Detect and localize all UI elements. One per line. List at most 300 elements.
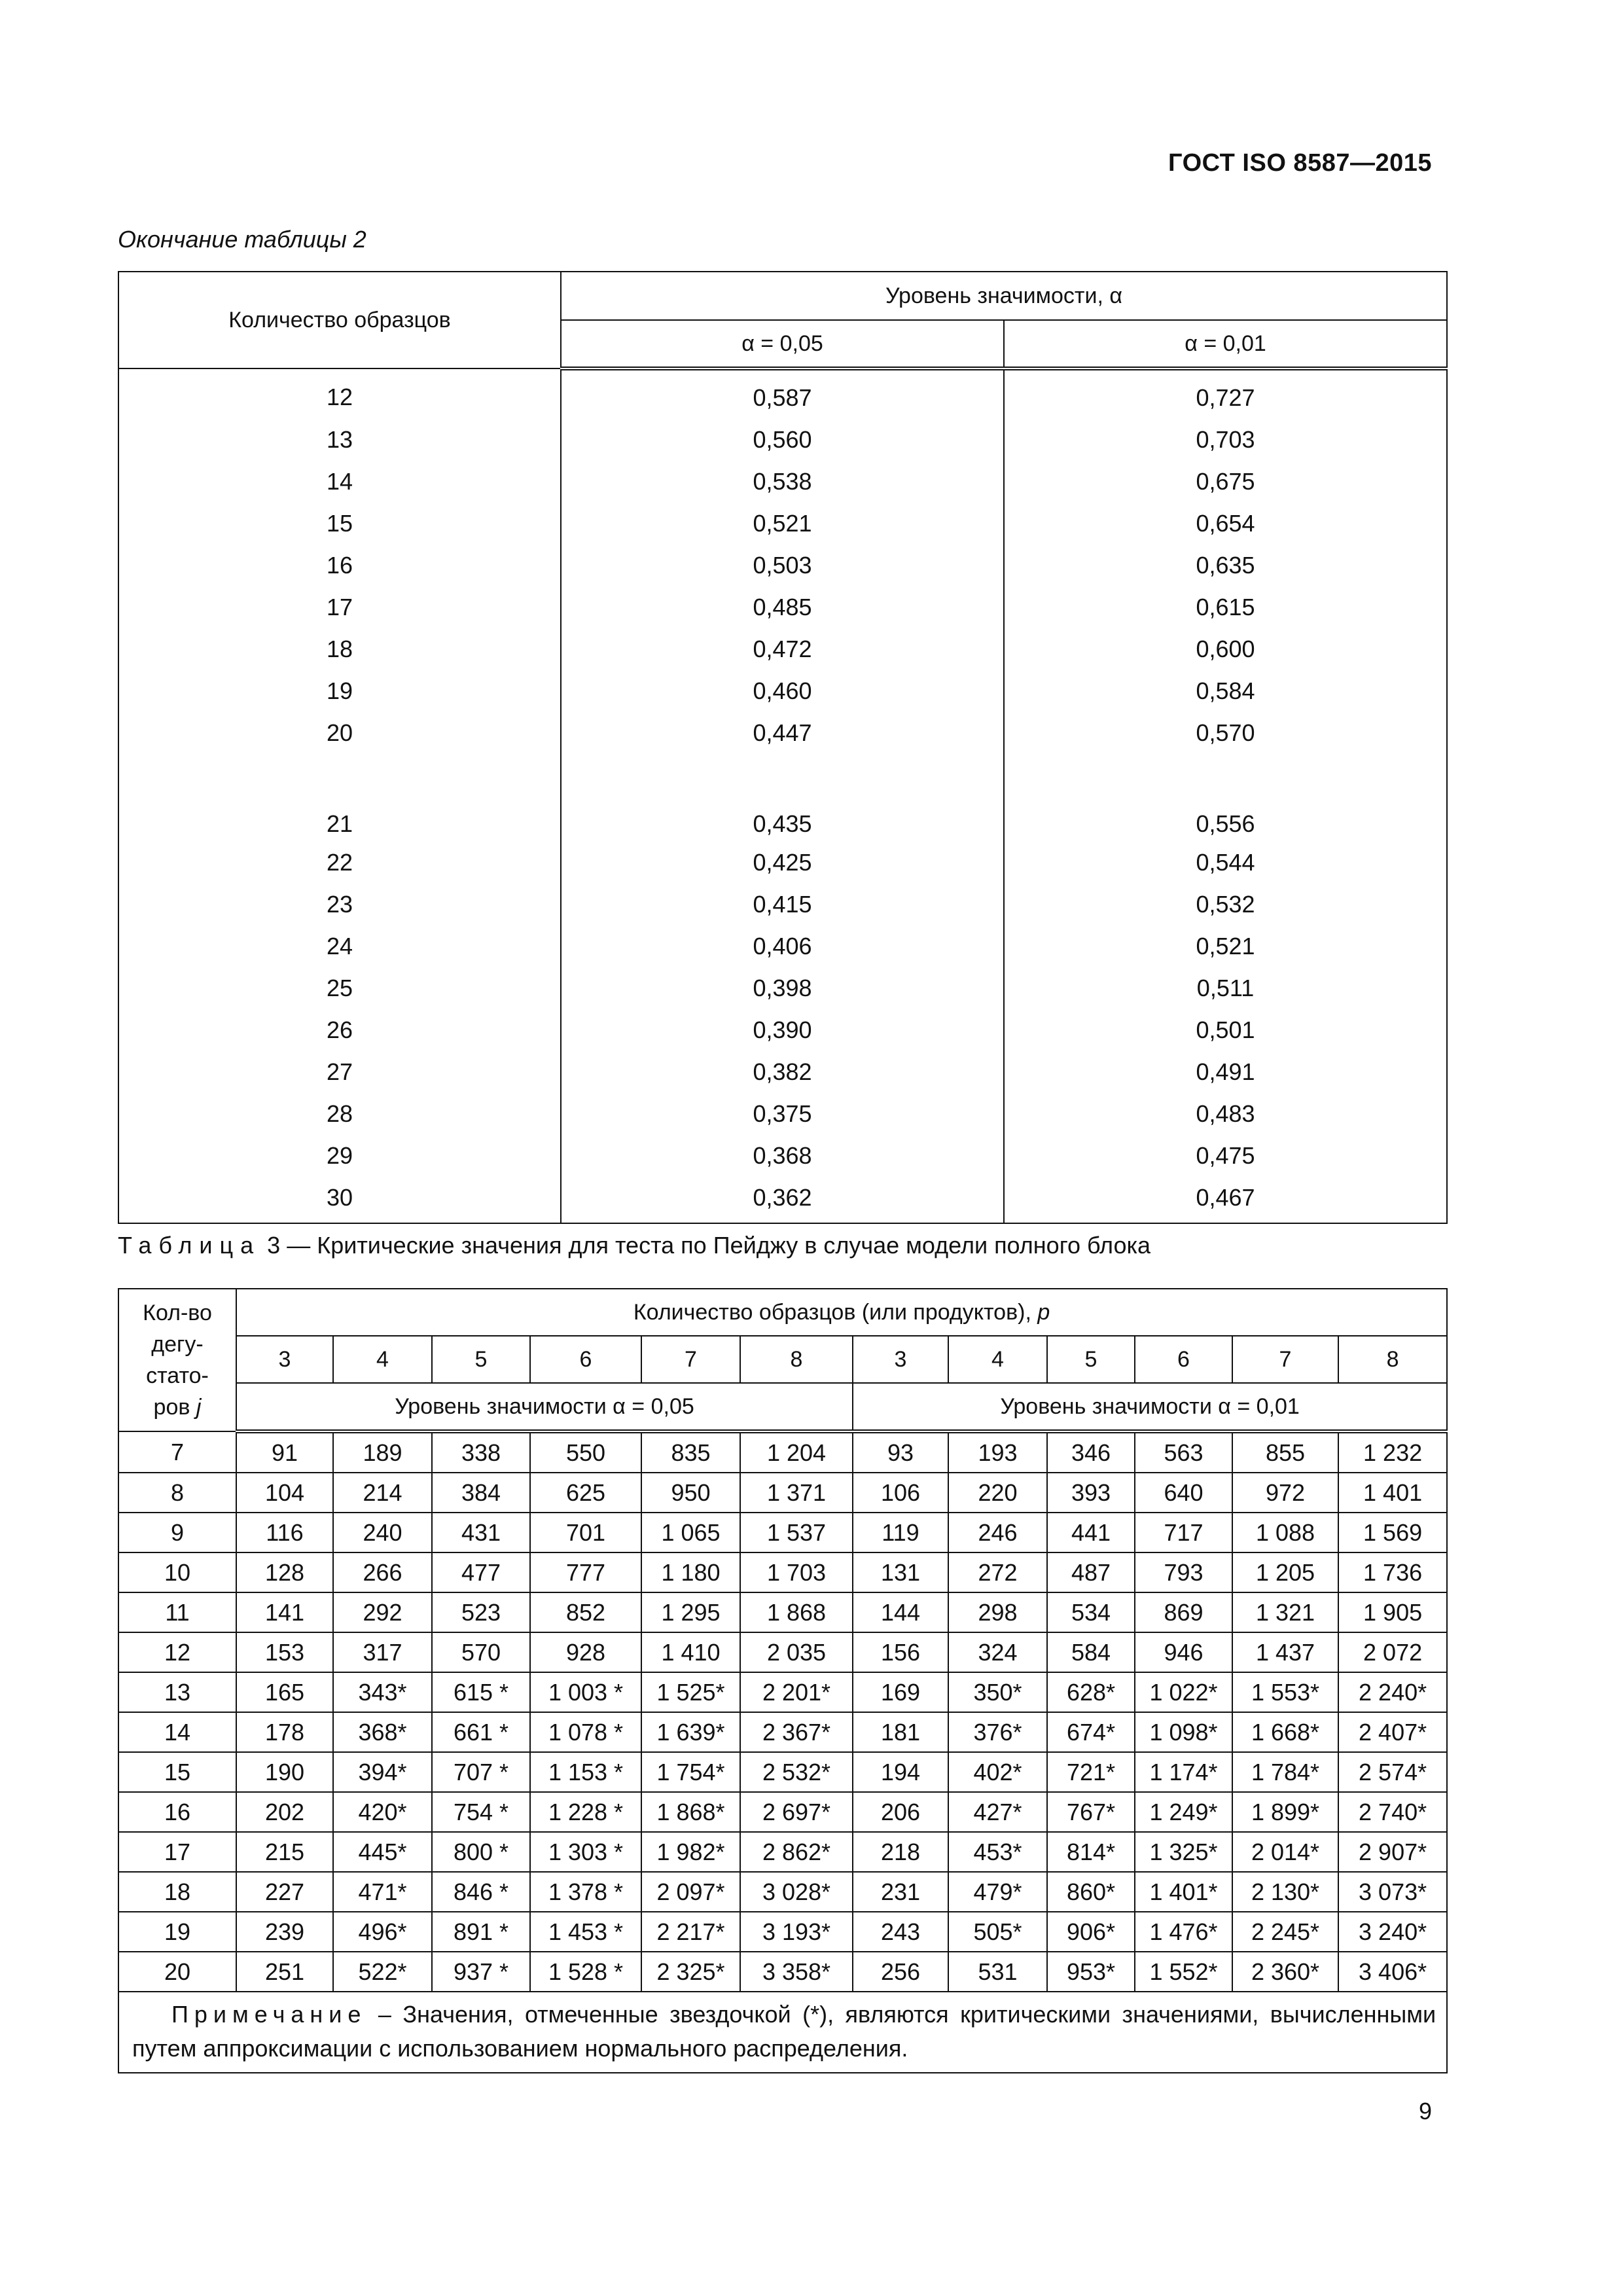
critical-value-cell: 298 bbox=[948, 1592, 1047, 1632]
sample-count-cell: 16 bbox=[118, 545, 561, 586]
p-value-header: 7 bbox=[641, 1336, 740, 1383]
critical-value-cell: 346 bbox=[1047, 1431, 1135, 1473]
table-row bbox=[118, 1792, 1447, 1832]
critical-value-cell: 206 bbox=[853, 1792, 948, 1832]
critical-value-cell: 570 bbox=[432, 1632, 530, 1672]
critical-value-cell: 0,485 bbox=[561, 586, 1004, 628]
tasters-count-cell: 8 bbox=[118, 1473, 236, 1513]
critical-value-cell: 272 bbox=[948, 1552, 1047, 1592]
critical-value-cell: 3 193* bbox=[740, 1912, 853, 1952]
critical-value-cell: 1 668* bbox=[1232, 1712, 1338, 1752]
critical-value-cell: 376* bbox=[948, 1712, 1047, 1752]
critical-value-cell: 1 022* bbox=[1135, 1672, 1232, 1712]
critical-value-cell: 256 bbox=[853, 1952, 948, 1992]
sample-count-cell: 19 bbox=[118, 670, 561, 712]
critical-value-cell: 701 bbox=[530, 1513, 641, 1552]
critical-value-cell: 505* bbox=[948, 1912, 1047, 1952]
critical-value-cell: 628* bbox=[1047, 1672, 1135, 1712]
critical-value-cell: 3 028* bbox=[740, 1872, 853, 1912]
p-value-header: 8 bbox=[1338, 1336, 1447, 1383]
critical-value-cell: 0,501 bbox=[1004, 1009, 1447, 1051]
critical-value-cell: 3 073* bbox=[1338, 1872, 1447, 1912]
critical-value-cell: 202 bbox=[236, 1792, 333, 1832]
critical-value-cell: 1 537 bbox=[740, 1513, 853, 1552]
sample-count-cell: 22 bbox=[118, 842, 561, 884]
critical-value-cell: 0,675 bbox=[1004, 461, 1447, 503]
tasters-count-cell: 7 bbox=[118, 1431, 236, 1473]
critical-value-cell: 661 * bbox=[432, 1712, 530, 1752]
table-row bbox=[118, 1712, 1447, 1752]
critical-value-cell: 1 401 bbox=[1338, 1473, 1447, 1513]
critical-value-cell: 384 bbox=[432, 1473, 530, 1513]
critical-value-cell: 0,415 bbox=[561, 884, 1004, 925]
critical-value-cell: 852 bbox=[530, 1592, 641, 1632]
critical-value-cell: 420* bbox=[333, 1792, 432, 1832]
critical-value-cell: 193 bbox=[948, 1431, 1047, 1473]
table-row bbox=[118, 1552, 1447, 1592]
critical-value-cell: 1 899* bbox=[1232, 1792, 1338, 1832]
critical-value-cell: 0,556 bbox=[1004, 754, 1447, 842]
critical-value-cell: 1 378 * bbox=[530, 1872, 641, 1912]
critical-value-cell: 953* bbox=[1047, 1952, 1135, 1992]
tasters-count-cell: 18 bbox=[118, 1872, 236, 1912]
critical-value-cell: 1 905 bbox=[1338, 1592, 1447, 1632]
critical-value-cell: 479* bbox=[948, 1872, 1047, 1912]
critical-value-cell: 1 078 * bbox=[530, 1712, 641, 1752]
critical-value-cell: 0,703 bbox=[1004, 419, 1447, 461]
table3-body bbox=[118, 1431, 1447, 1992]
critical-value-cell: 0,521 bbox=[561, 503, 1004, 545]
critical-value-cell: 1 003 * bbox=[530, 1672, 641, 1712]
table2-level-header: Уровень значимости, α bbox=[561, 272, 1447, 320]
table-row bbox=[118, 1431, 1447, 1473]
tasters-count-cell: 16 bbox=[118, 1792, 236, 1832]
critical-value-cell: 106 bbox=[853, 1473, 948, 1513]
table3-caption-label: Таблица bbox=[118, 1232, 261, 1259]
table-row bbox=[118, 1672, 1447, 1712]
critical-value-cell: 496* bbox=[333, 1912, 432, 1952]
critical-value-cell: 116 bbox=[236, 1513, 333, 1552]
sample-count-cell: 26 bbox=[118, 1009, 561, 1051]
critical-value-cell: 1 703 bbox=[740, 1552, 853, 1592]
sample-count-cell: 20 bbox=[118, 712, 561, 754]
critical-value-cell: 0,600 bbox=[1004, 628, 1447, 670]
critical-value-cell: 2 035 bbox=[740, 1632, 853, 1672]
critical-value-cell: 2 862* bbox=[740, 1832, 853, 1872]
critical-value-cell: 1 453 * bbox=[530, 1912, 641, 1952]
critical-value-cell: 0,447 bbox=[561, 712, 1004, 754]
page-number: 9 bbox=[1418, 2098, 1432, 2125]
critical-value-cell: 0,511 bbox=[1004, 967, 1447, 1009]
table-row bbox=[118, 1177, 1447, 1223]
critical-value-cell: 1 065 bbox=[641, 1513, 740, 1552]
critical-value-cell: 584 bbox=[1047, 1632, 1135, 1672]
critical-value-cell: 402* bbox=[948, 1752, 1047, 1792]
sample-count-cell: 28 bbox=[118, 1093, 561, 1135]
critical-value-cell: 563 bbox=[1135, 1431, 1232, 1473]
critical-value-cell: 1 569 bbox=[1338, 1513, 1447, 1552]
critical-value-cell: 814* bbox=[1047, 1832, 1135, 1872]
critical-value-cell: 1 401* bbox=[1135, 1872, 1232, 1912]
critical-value-cell: 1 371 bbox=[740, 1473, 853, 1513]
critical-value-cell: 119 bbox=[853, 1513, 948, 1552]
critical-value-cell: 1 639* bbox=[641, 1712, 740, 1752]
critical-value-cell: 178 bbox=[236, 1712, 333, 1752]
critical-value-cell: 0,375 bbox=[561, 1093, 1004, 1135]
critical-value-cell: 550 bbox=[530, 1431, 641, 1473]
tasters-header-line1: Кол-во bbox=[143, 1300, 212, 1325]
p-value-header: 5 bbox=[432, 1336, 530, 1383]
sample-count-cell: 14 bbox=[118, 461, 561, 503]
table-row bbox=[118, 1832, 1447, 1872]
critical-value-cell: 674* bbox=[1047, 1712, 1135, 1752]
table-row bbox=[118, 712, 1447, 754]
table-row bbox=[118, 1752, 1447, 1792]
critical-value-cell: 1 249* bbox=[1135, 1792, 1232, 1832]
critical-value-cell: 190 bbox=[236, 1752, 333, 1792]
critical-value-cell: 1 205 bbox=[1232, 1552, 1338, 1592]
table-row bbox=[118, 925, 1447, 967]
table-row bbox=[118, 1473, 1447, 1513]
critical-value-cell: 928 bbox=[530, 1632, 641, 1672]
tasters-count-cell: 15 bbox=[118, 1752, 236, 1792]
critical-value-cell: 0,570 bbox=[1004, 712, 1447, 754]
table-row bbox=[118, 503, 1447, 545]
table-row bbox=[118, 842, 1447, 884]
critical-value-cell: 3 240* bbox=[1338, 1912, 1447, 1952]
critical-value-cell: 0,532 bbox=[1004, 884, 1447, 925]
table-row bbox=[118, 1093, 1447, 1135]
critical-value-cell: 165 bbox=[236, 1672, 333, 1712]
critical-value-cell: 0,521 bbox=[1004, 925, 1447, 967]
critical-value-cell: 891 * bbox=[432, 1912, 530, 1952]
critical-value-cell: 131 bbox=[853, 1552, 948, 1592]
critical-value-cell: 1 528 * bbox=[530, 1952, 641, 1992]
critical-value-cell: 950 bbox=[641, 1473, 740, 1513]
critical-value-cell: 227 bbox=[236, 1872, 333, 1912]
critical-value-cell: 427* bbox=[948, 1792, 1047, 1832]
table3-level005-header: Уровень значимости α = 0,05 bbox=[236, 1383, 853, 1431]
critical-value-cell: 1 204 bbox=[740, 1431, 853, 1473]
tasters-count-cell: 12 bbox=[118, 1632, 236, 1672]
critical-value-cell: 2 574* bbox=[1338, 1752, 1447, 1792]
critical-value-cell: 144 bbox=[853, 1592, 948, 1632]
tasters-count-cell: 11 bbox=[118, 1592, 236, 1632]
table2-count-header: Количество образцов bbox=[118, 272, 561, 368]
critical-value-cell: 431 bbox=[432, 1513, 530, 1552]
table-row bbox=[118, 1632, 1447, 1672]
table3-note bbox=[118, 1992, 1447, 2073]
critical-value-cell: 1 232 bbox=[1338, 1431, 1447, 1473]
critical-value-cell: 1 437 bbox=[1232, 1632, 1338, 1672]
critical-value-cell: 531 bbox=[948, 1952, 1047, 1992]
critical-value-cell: 343* bbox=[333, 1672, 432, 1712]
critical-value-cell: 2 907* bbox=[1338, 1832, 1447, 1872]
sample-count-cell: 24 bbox=[118, 925, 561, 967]
critical-value-cell: 156 bbox=[853, 1632, 948, 1672]
critical-value-cell: 141 bbox=[236, 1592, 333, 1632]
tasters-header-line2: дегу- bbox=[151, 1332, 204, 1357]
critical-value-cell: 0,368 bbox=[561, 1135, 1004, 1177]
table-row bbox=[118, 1872, 1447, 1912]
critical-value-cell: 91 bbox=[236, 1431, 333, 1473]
sample-count-cell: 25 bbox=[118, 967, 561, 1009]
table-row bbox=[118, 1592, 1447, 1632]
critical-value-cell: 3 406* bbox=[1338, 1952, 1447, 1992]
critical-value-cell: 615 * bbox=[432, 1672, 530, 1712]
critical-value-cell: 441 bbox=[1047, 1513, 1135, 1552]
critical-value-cell: 523 bbox=[432, 1592, 530, 1632]
critical-value-cell: 0,503 bbox=[561, 545, 1004, 586]
sample-count-cell: 29 bbox=[118, 1135, 561, 1177]
p-value-header: 3 bbox=[236, 1336, 333, 1383]
table2 bbox=[118, 271, 1448, 1224]
critical-value-cell: 800 * bbox=[432, 1832, 530, 1872]
critical-value-cell: 0,584 bbox=[1004, 670, 1447, 712]
table-row bbox=[118, 670, 1447, 712]
tasters-count-cell: 14 bbox=[118, 1712, 236, 1752]
table-row bbox=[118, 419, 1447, 461]
table2-alpha005-header: α = 0,05 bbox=[561, 320, 1004, 368]
table-row bbox=[118, 1135, 1447, 1177]
critical-value-cell: 220 bbox=[948, 1473, 1047, 1513]
tasters-count-cell: 17 bbox=[118, 1832, 236, 1872]
critical-value-cell: 218 bbox=[853, 1832, 948, 1872]
critical-value-cell: 214 bbox=[333, 1473, 432, 1513]
critical-value-cell: 2 325* bbox=[641, 1952, 740, 1992]
tasters-count-cell: 13 bbox=[118, 1672, 236, 1712]
critical-value-cell: 240 bbox=[333, 1513, 432, 1552]
tasters-count-cell: 10 bbox=[118, 1552, 236, 1592]
critical-value-cell: 1 525* bbox=[641, 1672, 740, 1712]
critical-value-cell: 292 bbox=[333, 1592, 432, 1632]
sample-count-cell: 18 bbox=[118, 628, 561, 670]
critical-value-cell: 0,654 bbox=[1004, 503, 1447, 545]
sample-count-cell: 30 bbox=[118, 1177, 561, 1223]
p-value-header: 7 bbox=[1232, 1336, 1338, 1383]
critical-value-cell: 793 bbox=[1135, 1552, 1232, 1592]
sample-count-cell: 15 bbox=[118, 503, 561, 545]
table-row bbox=[118, 1912, 1447, 1952]
table-row bbox=[118, 545, 1447, 586]
standard-code: ГОСТ ISO 8587—2015 bbox=[1168, 149, 1432, 177]
table-row bbox=[118, 884, 1447, 925]
critical-value-cell: 1 174* bbox=[1135, 1752, 1232, 1792]
note-label: Примечание bbox=[171, 2001, 367, 2028]
critical-value-cell: 625 bbox=[530, 1473, 641, 1513]
critical-value-cell: 2 072 bbox=[1338, 1632, 1447, 1672]
critical-value-cell: 231 bbox=[853, 1872, 948, 1912]
critical-value-cell: 0,382 bbox=[561, 1051, 1004, 1093]
p-value-header: 6 bbox=[1135, 1336, 1232, 1383]
critical-value-cell: 0,635 bbox=[1004, 545, 1447, 586]
samples-header-text: Количество образцов (или продуктов), bbox=[633, 1299, 1038, 1325]
critical-value-cell: 338 bbox=[432, 1431, 530, 1473]
critical-value-cell: 2 245* bbox=[1232, 1912, 1338, 1952]
critical-value-cell: 0,362 bbox=[561, 1177, 1004, 1223]
table-row bbox=[118, 1513, 1447, 1552]
critical-value-cell: 946 bbox=[1135, 1632, 1232, 1672]
critical-value-cell: 246 bbox=[948, 1513, 1047, 1552]
critical-value-cell: 1 553* bbox=[1232, 1672, 1338, 1712]
critical-value-cell: 1 228 * bbox=[530, 1792, 641, 1832]
critical-value-cell: 266 bbox=[333, 1552, 432, 1592]
critical-value-cell: 93 bbox=[853, 1431, 948, 1473]
critical-value-cell: 1 088 bbox=[1232, 1513, 1338, 1552]
table3-tasters-header bbox=[118, 1289, 236, 1431]
table3-caption-text: — Критические значения для теста по Пейджу в случае модели полного блока bbox=[287, 1232, 1151, 1259]
critical-value-cell: 0,615 bbox=[1004, 586, 1447, 628]
tasters-header-line4: ров bbox=[153, 1395, 196, 1420]
critical-value-cell: 445* bbox=[333, 1832, 432, 1872]
critical-value-cell: 393 bbox=[1047, 1473, 1135, 1513]
table-row bbox=[118, 967, 1447, 1009]
critical-value-cell: 777 bbox=[530, 1552, 641, 1592]
table3 bbox=[118, 1288, 1448, 2073]
critical-value-cell: 1 476* bbox=[1135, 1912, 1232, 1952]
critical-value-cell: 189 bbox=[333, 1431, 432, 1473]
table3-caption bbox=[118, 1232, 1150, 1259]
critical-value-cell: 1 098* bbox=[1135, 1712, 1232, 1752]
critical-value-cell: 0,398 bbox=[561, 967, 1004, 1009]
critical-value-cell: 368* bbox=[333, 1712, 432, 1752]
critical-value-cell: 1 410 bbox=[641, 1632, 740, 1672]
tasters-count-cell: 9 bbox=[118, 1513, 236, 1552]
critical-value-cell: 2 097* bbox=[641, 1872, 740, 1912]
p-value-header: 5 bbox=[1047, 1336, 1135, 1383]
critical-value-cell: 243 bbox=[853, 1912, 948, 1952]
critical-value-cell: 153 bbox=[236, 1632, 333, 1672]
sample-count-cell: 12 bbox=[118, 368, 561, 419]
table-row bbox=[118, 754, 1447, 842]
critical-value-cell: 972 bbox=[1232, 1473, 1338, 1513]
critical-value-cell: 453* bbox=[948, 1832, 1047, 1872]
critical-value-cell: 1 868 bbox=[740, 1592, 853, 1632]
p-value-header: 8 bbox=[740, 1336, 853, 1383]
critical-value-cell: 534 bbox=[1047, 1592, 1135, 1632]
table-row bbox=[118, 628, 1447, 670]
critical-value-cell: 0,544 bbox=[1004, 842, 1447, 884]
critical-value-cell: 128 bbox=[236, 1552, 333, 1592]
critical-value-cell: 717 bbox=[1135, 1513, 1232, 1552]
sample-count-cell: 23 bbox=[118, 884, 561, 925]
critical-value-cell: 1 754* bbox=[641, 1752, 740, 1792]
critical-value-cell: 2 240* bbox=[1338, 1672, 1447, 1712]
sample-count-cell: 27 bbox=[118, 1051, 561, 1093]
table3-level001-header: Уровень значимости α = 0,01 bbox=[853, 1383, 1447, 1431]
sample-count-cell: 13 bbox=[118, 419, 561, 461]
critical-value-cell: 0,467 bbox=[1004, 1177, 1447, 1223]
critical-value-cell: 0,435 bbox=[561, 754, 1004, 842]
critical-value-cell: 1 295 bbox=[641, 1592, 740, 1632]
table-row bbox=[118, 461, 1447, 503]
critical-value-cell: 324 bbox=[948, 1632, 1047, 1672]
p-value-header: 4 bbox=[948, 1336, 1047, 1383]
critical-value-cell: 471* bbox=[333, 1872, 432, 1912]
critical-value-cell: 215 bbox=[236, 1832, 333, 1872]
table3-samples-header bbox=[236, 1289, 1447, 1336]
critical-value-cell: 317 bbox=[333, 1632, 432, 1672]
table-row bbox=[118, 1009, 1447, 1051]
critical-value-cell: 251 bbox=[236, 1952, 333, 1992]
critical-value-cell: 0,475 bbox=[1004, 1135, 1447, 1177]
tasters-header-var: j bbox=[196, 1395, 202, 1420]
critical-value-cell: 906* bbox=[1047, 1912, 1135, 1952]
samples-header-var: p bbox=[1037, 1299, 1050, 1325]
tasters-count-cell: 19 bbox=[118, 1912, 236, 1952]
tasters-count-cell: 20 bbox=[118, 1952, 236, 1992]
table-row bbox=[118, 586, 1447, 628]
critical-value-cell: 2 217* bbox=[641, 1912, 740, 1952]
critical-value-cell: 721* bbox=[1047, 1752, 1135, 1792]
critical-value-cell: 1 180 bbox=[641, 1552, 740, 1592]
critical-value-cell: 855 bbox=[1232, 1431, 1338, 1473]
critical-value-cell: 0,483 bbox=[1004, 1093, 1447, 1135]
critical-value-cell: 2 130* bbox=[1232, 1872, 1338, 1912]
critical-value-cell: 3 358* bbox=[740, 1952, 853, 1992]
critical-value-cell: 1 552* bbox=[1135, 1952, 1232, 1992]
critical-value-cell: 2 697* bbox=[740, 1792, 853, 1832]
critical-value-cell: 869 bbox=[1135, 1592, 1232, 1632]
table-row bbox=[118, 1952, 1447, 1992]
note-text: – Значения, отмеченные звездочкой (*), являются критическими значениями, вычисленными путем аппроксимации с использованием нормального распределения. bbox=[132, 2001, 1436, 2062]
table-row bbox=[118, 368, 1447, 419]
critical-value-cell: 937 * bbox=[432, 1952, 530, 1992]
table3-p-values-row bbox=[118, 1336, 1447, 1383]
critical-value-cell: 350* bbox=[948, 1672, 1047, 1712]
critical-value-cell: 846 * bbox=[432, 1872, 530, 1912]
critical-value-cell: 194 bbox=[853, 1752, 948, 1792]
critical-value-cell: 2 407* bbox=[1338, 1712, 1447, 1752]
critical-value-cell: 0,587 bbox=[561, 368, 1004, 419]
critical-value-cell: 767* bbox=[1047, 1792, 1135, 1832]
critical-value-cell: 640 bbox=[1135, 1473, 1232, 1513]
sample-count-cell: 17 bbox=[118, 586, 561, 628]
critical-value-cell: 522* bbox=[333, 1952, 432, 1992]
p-value-header: 6 bbox=[530, 1336, 641, 1383]
critical-value-cell: 0,390 bbox=[561, 1009, 1004, 1051]
critical-value-cell: 1 321 bbox=[1232, 1592, 1338, 1632]
critical-value-cell: 0,560 bbox=[561, 419, 1004, 461]
critical-value-cell: 1 153 * bbox=[530, 1752, 641, 1792]
critical-value-cell: 2 532* bbox=[740, 1752, 853, 1792]
critical-value-cell: 0,425 bbox=[561, 842, 1004, 884]
critical-value-cell: 707 * bbox=[432, 1752, 530, 1792]
p-value-header: 3 bbox=[853, 1336, 948, 1383]
table2-body bbox=[118, 368, 1447, 1223]
critical-value-cell: 1 868* bbox=[641, 1792, 740, 1832]
critical-value-cell: 0,538 bbox=[561, 461, 1004, 503]
critical-value-cell: 0,727 bbox=[1004, 368, 1447, 419]
critical-value-cell: 835 bbox=[641, 1431, 740, 1473]
sample-count-cell: 21 bbox=[118, 754, 561, 842]
critical-value-cell: 1 325* bbox=[1135, 1832, 1232, 1872]
table-row bbox=[118, 1051, 1447, 1093]
critical-value-cell: 181 bbox=[853, 1712, 948, 1752]
critical-value-cell: 104 bbox=[236, 1473, 333, 1513]
critical-value-cell: 239 bbox=[236, 1912, 333, 1952]
critical-value-cell: 0,491 bbox=[1004, 1051, 1447, 1093]
critical-value-cell: 1 303 * bbox=[530, 1832, 641, 1872]
critical-value-cell: 487 bbox=[1047, 1552, 1135, 1592]
critical-value-cell: 0,460 bbox=[561, 670, 1004, 712]
critical-value-cell: 2 740* bbox=[1338, 1792, 1447, 1832]
critical-value-cell: 1 736 bbox=[1338, 1552, 1447, 1592]
table2-caption: Окончание таблицы 2 bbox=[118, 226, 366, 253]
critical-value-cell: 394* bbox=[333, 1752, 432, 1792]
critical-value-cell: 2 367* bbox=[740, 1712, 853, 1752]
critical-value-cell: 754 * bbox=[432, 1792, 530, 1832]
